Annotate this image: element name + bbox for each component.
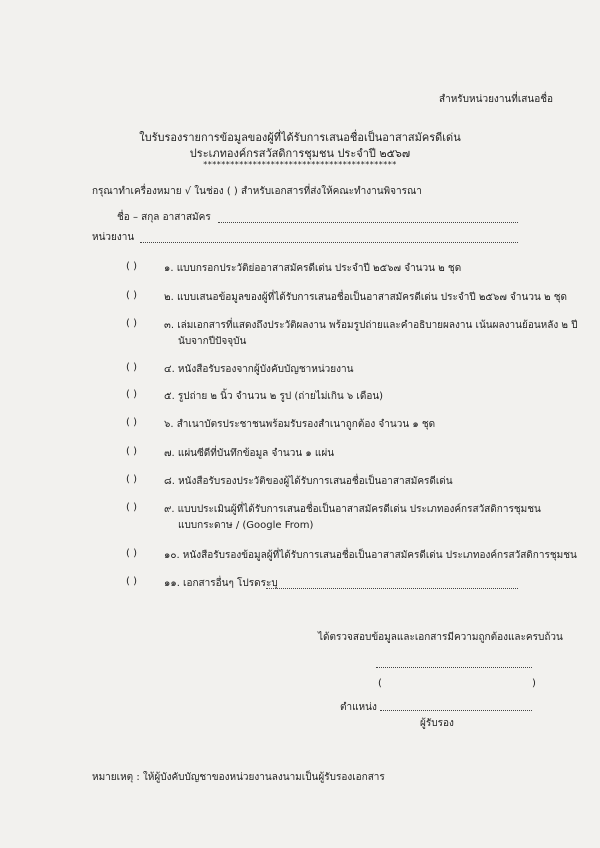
- verify-statement: ได้ตรวจสอบข้อมูลและเอกสารมีความถูกต้องและครบถ้วน: [318, 632, 563, 643]
- unit-dotted-line: [140, 242, 518, 243]
- document-item-11: ๑๑. เอกสารอื่นๆ โปรดระบุ: [164, 578, 278, 589]
- header-note: สำหรับหน่วยงานที่เสนอชื่อ: [439, 94, 554, 105]
- footer-note: หมายเหตุ : ให้ผู้บังคับบัญชาของหน่วยงานลงนามเป็นผู้รับรองเอกสาร: [92, 772, 385, 783]
- title-stars: *******************************************: [203, 160, 397, 169]
- checkbox-paren: ( ): [126, 362, 137, 373]
- checkbox-paren: ( ): [126, 576, 137, 587]
- document-item-4: ๔. หนังสือรับรองจากผู้บังคับบัญชาหน่วยงาน: [164, 364, 354, 375]
- signature-dotted-line: [376, 667, 532, 668]
- document-item-8: ๘. หนังสือรับรองประวัติของผู้ได้รับการเสนอชื่อเป็นอาสาสมัครดีเด่น: [164, 476, 453, 487]
- unit-label: หน่วยงาน: [92, 232, 135, 243]
- document-item-7: ๗. แผ่นซีดีที่บันทึกข้อมูล จำนวน ๑ แผ่น: [164, 448, 335, 459]
- checkbox-paren: ( ): [126, 389, 137, 400]
- certifier-label: ผู้รับรอง: [420, 718, 454, 729]
- name-label: ชื่อ – สกุล อาสาสมัคร: [117, 212, 211, 223]
- title-line-2: ประเภทองค์กรสวัสดิการชุมชน ประจำปี ๒๕๖๗: [189, 147, 411, 160]
- document-item-2: ๒. แบบเสนอข้อมูลของผู้ที่ได้รับการเสนอชื่อเป็นอาสาสมัครดีเด่น ประจำปี ๒๕๖๗ จำนวน ๒ ชุด: [164, 292, 568, 303]
- document-item-9-continued: แบบกระดาษ / (Google From): [178, 520, 314, 531]
- document-item-1: ๑. แบบกรอกประวัติย่ออาสาสมัครดีเด่น ประจำปี ๒๕๖๗ จำนวน ๒ ชุด: [164, 263, 462, 274]
- position-dotted-line: [380, 710, 532, 711]
- document-item-3-continued: นับจากปีปัจจุบัน: [178, 336, 247, 347]
- instruction-text: กรุณาทำเครื่องหมาย √ ในช่อง ( ) สำหรับเอกสารที่ส่งให้คณะทำงานพิจารณา: [92, 186, 422, 197]
- checkbox-paren: ( ): [126, 548, 137, 559]
- document-item-9: ๙. แบบประเมินผู้ที่ได้รับการเสนอชื่อเป็นอาสาสมัครดีเด่น ประเภทองค์กรสวัสดิการชุมชน: [164, 504, 541, 515]
- signature-close-paren: ): [532, 678, 536, 689]
- position-label: ตำแหน่ง: [340, 702, 377, 713]
- checkbox-paren: ( ): [126, 502, 137, 513]
- title-line-1: ใบรับรองรายการข้อมูลของผู้ที่ได้รับการเสนอชื่อเป็นอาสาสมัครดีเด่น: [139, 131, 461, 144]
- checkbox-paren: ( ): [126, 290, 137, 301]
- checkbox-paren: ( ): [126, 417, 137, 428]
- document-item-10: ๑๐. หนังสือรับรองข้อมูลผู้ที่ได้รับการเสนอชื่อเป็นอาสาสมัครดีเด่น ประเภทองค์กรสวัสดิการชุมชน: [164, 550, 577, 561]
- checkbox-paren: ( ): [126, 318, 137, 329]
- checkbox-paren: ( ): [126, 261, 137, 272]
- document-item-3: ๓. เล่มเอกสารที่แสดงถึงประวัติผลงาน พร้อมรูปถ่ายและคำอธิบายผลงาน เน้นผลงานย้อนหลัง ๒ ปี: [164, 320, 578, 331]
- checkbox-paren: ( ): [126, 446, 137, 457]
- document-item-6: ๖. สำเนาบัตรประชาชนพร้อมรับรองสำเนาถูกต้อง จำนวน ๑ ชุด: [164, 419, 436, 430]
- signature-open-paren: (: [378, 678, 382, 689]
- document-item-5: ๕. รูปถ่าย ๒ นิ้ว จำนวน ๒ รูป (ถ่ายไม่เกิน ๖ เดือน): [164, 391, 384, 402]
- name-dotted-line: [218, 222, 518, 223]
- checkbox-paren: ( ): [126, 474, 137, 485]
- other-docs-dotted-line: [266, 588, 518, 589]
